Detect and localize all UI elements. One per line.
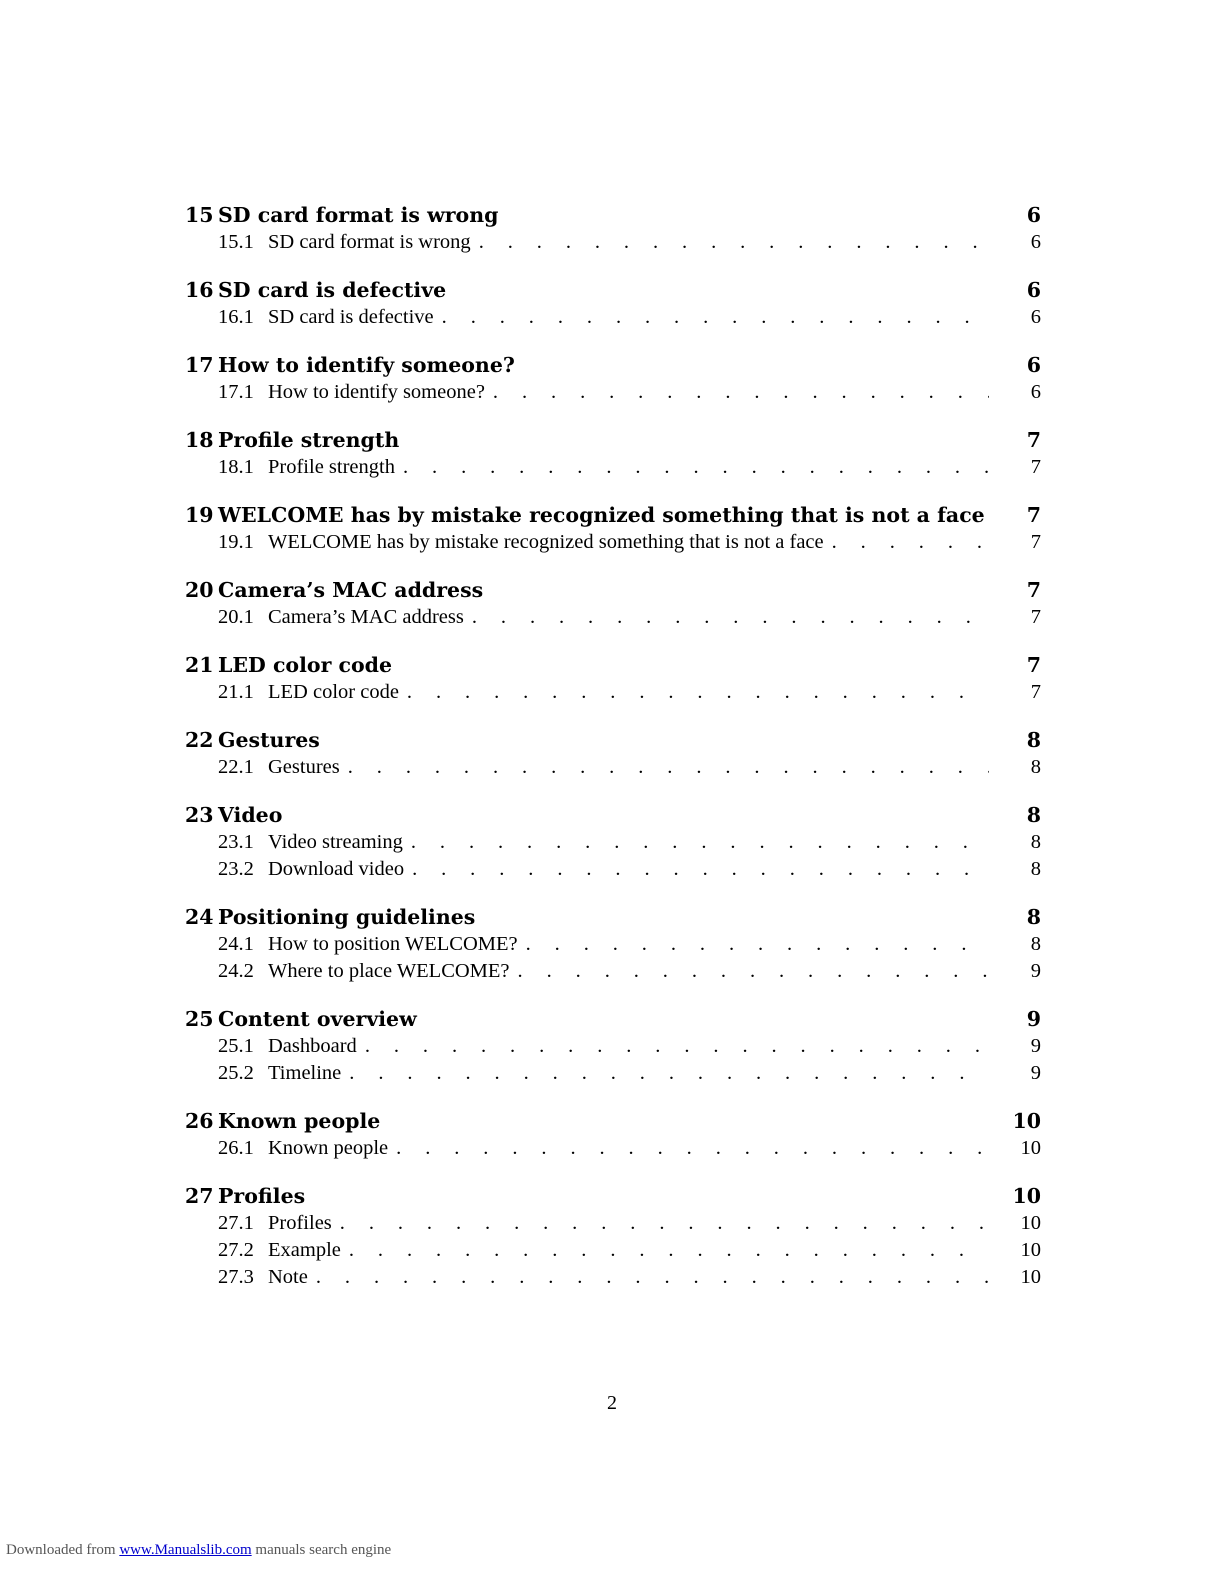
section-title: How to identify someone?	[218, 353, 515, 377]
toc-subsection-entry[interactable]	[185, 754, 1041, 781]
toc-section	[185, 427, 1041, 481]
subsection-title: SD card format is wrong	[268, 231, 471, 253]
dot-leader	[396, 1135, 989, 1162]
subsection-title: Where to place WELCOME?	[268, 960, 510, 982]
subsection-page: 8	[1030, 858, 1041, 880]
toc-section-heading[interactable]	[185, 202, 1041, 229]
subsection-number: 27.1	[218, 1212, 254, 1234]
toc-section-heading[interactable]	[185, 652, 1041, 679]
subsection-title: Dashboard	[268, 1035, 357, 1057]
dot-leader	[442, 304, 989, 331]
section-number: 23	[185, 803, 214, 827]
toc-section-heading[interactable]	[185, 502, 1041, 529]
subsection-number: 22.1	[218, 756, 254, 778]
toc-subsection-entry[interactable]	[185, 679, 1041, 706]
section-page: 10	[1012, 1109, 1041, 1133]
subsection-list	[185, 679, 1041, 706]
toc-section-heading[interactable]	[185, 1108, 1041, 1135]
toc-subsection-entry[interactable]	[185, 1135, 1041, 1162]
toc-section-heading[interactable]	[185, 577, 1041, 604]
subsection-title: Download video	[268, 858, 405, 880]
section-title: Video	[218, 803, 283, 827]
toc-subsection-entry[interactable]	[185, 1033, 1041, 1060]
toc-subsection-entry[interactable]	[185, 829, 1041, 856]
subsection-page: 9	[1030, 960, 1041, 982]
subsection-title: Gestures	[268, 756, 340, 778]
toc-subsection-entry[interactable]	[185, 604, 1041, 631]
subsection-page: 7	[1030, 681, 1041, 703]
toc-section	[185, 652, 1041, 706]
section-page: 7	[1026, 428, 1041, 452]
subsection-list	[185, 1210, 1041, 1291]
subsection-number: 23.1	[218, 831, 254, 853]
toc-section-heading[interactable]	[185, 352, 1041, 379]
toc-section	[185, 1183, 1041, 1291]
toc-section	[185, 1006, 1041, 1087]
toc-subsection-entry[interactable]	[185, 1237, 1041, 1264]
section-page: 8	[1026, 803, 1041, 827]
dot-leader	[349, 1237, 989, 1264]
subsection-number: 15.1	[218, 231, 254, 253]
subsection-page: 9	[1030, 1035, 1041, 1057]
section-page: 6	[1026, 278, 1041, 302]
footer-suffix: manuals search engine	[255, 1542, 392, 1558]
subsection-title: How to identify someone?	[268, 381, 485, 403]
section-number: 17	[185, 353, 214, 377]
dot-leader	[411, 829, 989, 856]
toc-subsection-entry[interactable]	[185, 229, 1041, 256]
dot-leader	[518, 958, 989, 985]
subsection-number: 24.1	[218, 933, 254, 955]
toc-section-heading[interactable]	[185, 1006, 1041, 1033]
toc-section	[185, 904, 1041, 985]
toc-subsection-entry[interactable]	[185, 1210, 1041, 1237]
subsection-list	[185, 454, 1041, 481]
section-number: 25	[185, 1007, 214, 1031]
section-number: 20	[185, 578, 214, 602]
section-title: Known people	[218, 1109, 381, 1133]
subsection-number: 27.3	[218, 1266, 254, 1288]
subsection-page: 10	[1020, 1239, 1041, 1261]
toc-section-heading[interactable]	[185, 904, 1041, 931]
subsection-list	[185, 604, 1041, 631]
toc-section	[185, 202, 1041, 256]
subsection-list	[185, 931, 1041, 985]
toc-subsection-entry[interactable]	[185, 379, 1041, 406]
subsection-page: 10	[1020, 1212, 1041, 1234]
subsection-number: 19.1	[218, 531, 254, 553]
dot-leader	[316, 1264, 989, 1291]
subsection-number: 17.1	[218, 381, 254, 403]
subsection-title: Profiles	[268, 1212, 332, 1234]
dot-leader	[472, 604, 989, 631]
subsection-page: 10	[1020, 1137, 1041, 1159]
section-number: 18	[185, 428, 214, 452]
toc-section-heading[interactable]	[185, 1183, 1041, 1210]
section-title: SD card is defective	[218, 278, 447, 302]
toc-section	[185, 502, 1041, 556]
toc-subsection-entry[interactable]	[185, 856, 1041, 883]
section-page: 8	[1026, 728, 1041, 752]
toc-subsection-entry[interactable]	[185, 931, 1041, 958]
dot-leader	[349, 1060, 989, 1087]
manualslib-link[interactable]: www.Manualslib.com	[119, 1542, 252, 1558]
toc-subsection-entry[interactable]	[185, 958, 1041, 985]
subsection-title: Known people	[268, 1137, 389, 1159]
subsection-page: 9	[1030, 1062, 1041, 1084]
toc-section	[185, 352, 1041, 406]
section-title: Content overview	[218, 1007, 417, 1031]
subsection-page: 8	[1030, 756, 1041, 778]
subsection-title: LED color code	[268, 681, 399, 703]
subsection-number: 21.1	[218, 681, 254, 703]
toc-section	[185, 1108, 1041, 1162]
section-number: 26	[185, 1109, 214, 1133]
subsection-list	[185, 379, 1041, 406]
toc-section	[185, 802, 1041, 883]
dot-leader	[340, 1210, 989, 1237]
toc-subsection-entry[interactable]	[185, 454, 1041, 481]
subsection-list	[185, 829, 1041, 883]
subsection-title: Timeline	[268, 1062, 342, 1084]
dot-leader	[403, 454, 989, 481]
toc-subsection-entry[interactable]	[185, 529, 1041, 556]
section-title: LED color code	[218, 653, 393, 677]
subsection-title: Video streaming	[268, 831, 403, 853]
subsection-list	[185, 529, 1041, 556]
subsection-title: Profile strength	[268, 456, 395, 478]
subsection-title: SD card is defective	[268, 306, 434, 328]
section-page: 7	[1026, 578, 1041, 602]
subsection-page: 6	[1030, 231, 1041, 253]
subsection-page: 10	[1020, 1266, 1041, 1288]
section-number: 22	[185, 728, 214, 752]
dot-leader	[479, 229, 989, 256]
toc-section-heading[interactable]	[185, 277, 1041, 304]
toc-section-heading[interactable]	[185, 802, 1041, 829]
dot-leader	[412, 856, 989, 883]
subsection-list	[185, 304, 1041, 331]
subsection-page: 6	[1030, 306, 1041, 328]
dot-leader	[526, 931, 989, 958]
dot-leader	[365, 1033, 989, 1060]
subsection-number: 26.1	[218, 1137, 254, 1159]
toc-subsection-entry[interactable]	[185, 1060, 1041, 1087]
toc-section	[185, 727, 1041, 781]
toc-section	[185, 577, 1041, 631]
download-footer	[6, 1542, 391, 1559]
toc-section-heading[interactable]	[185, 427, 1041, 454]
section-page: 7	[1026, 503, 1041, 527]
section-title: SD card format is wrong	[218, 203, 499, 227]
subsection-number: 20.1	[218, 606, 254, 628]
dot-leader	[493, 379, 989, 406]
section-number: 16	[185, 278, 214, 302]
section-number: 27	[185, 1184, 214, 1208]
section-title: Profile strength	[218, 428, 400, 452]
footer-prefix: Downloaded from	[6, 1542, 116, 1558]
subsection-number: 16.1	[218, 306, 254, 328]
dot-leader	[832, 529, 989, 556]
toc-section-heading[interactable]	[185, 727, 1041, 754]
subsection-title: Example	[268, 1239, 341, 1261]
subsection-title: Note	[268, 1266, 308, 1288]
section-page: 6	[1026, 353, 1041, 377]
section-title: WELCOME has by mistake recognized something that is not a face	[218, 503, 985, 527]
section-number: 15	[185, 203, 214, 227]
subsection-page: 6	[1030, 381, 1041, 403]
table-of-contents	[185, 202, 1041, 1312]
subsection-title: Camera’s MAC address	[268, 606, 464, 628]
subsection-title: WELCOME has by mistake recognized something that is not a face	[268, 531, 824, 553]
toc-section	[185, 277, 1041, 331]
section-title: Positioning guidelines	[218, 905, 476, 929]
subsection-list	[185, 1033, 1041, 1087]
section-page: 9	[1026, 1007, 1041, 1031]
subsection-number: 25.1	[218, 1035, 254, 1057]
section-page: 6	[1026, 203, 1041, 227]
toc-subsection-entry[interactable]	[185, 1264, 1041, 1291]
subsection-page: 7	[1030, 531, 1041, 553]
subsection-page: 8	[1030, 831, 1041, 853]
section-title: Profiles	[218, 1184, 306, 1208]
subsection-number: 25.2	[218, 1062, 254, 1084]
subsection-list	[185, 754, 1041, 781]
subsection-list	[185, 1135, 1041, 1162]
section-title: Gestures	[218, 728, 320, 752]
subsection-page: 7	[1030, 456, 1041, 478]
subsection-page: 8	[1030, 933, 1041, 955]
subsection-number: 23.2	[218, 858, 254, 880]
subsection-page: 7	[1030, 606, 1041, 628]
page-number: 2	[607, 1392, 617, 1414]
dot-leader	[348, 754, 989, 781]
subsection-number: 27.2	[218, 1239, 254, 1261]
dot-leader	[407, 679, 989, 706]
subsection-number: 18.1	[218, 456, 254, 478]
section-page: 10	[1012, 1184, 1041, 1208]
section-title: Camera’s MAC address	[218, 578, 484, 602]
section-page: 8	[1026, 905, 1041, 929]
section-number: 21	[185, 653, 214, 677]
subsection-title: How to position WELCOME?	[268, 933, 518, 955]
section-page: 7	[1026, 653, 1041, 677]
section-number: 19	[185, 503, 214, 527]
toc-subsection-entry[interactable]	[185, 304, 1041, 331]
subsection-number: 24.2	[218, 960, 254, 982]
subsection-list	[185, 229, 1041, 256]
section-number: 24	[185, 905, 214, 929]
